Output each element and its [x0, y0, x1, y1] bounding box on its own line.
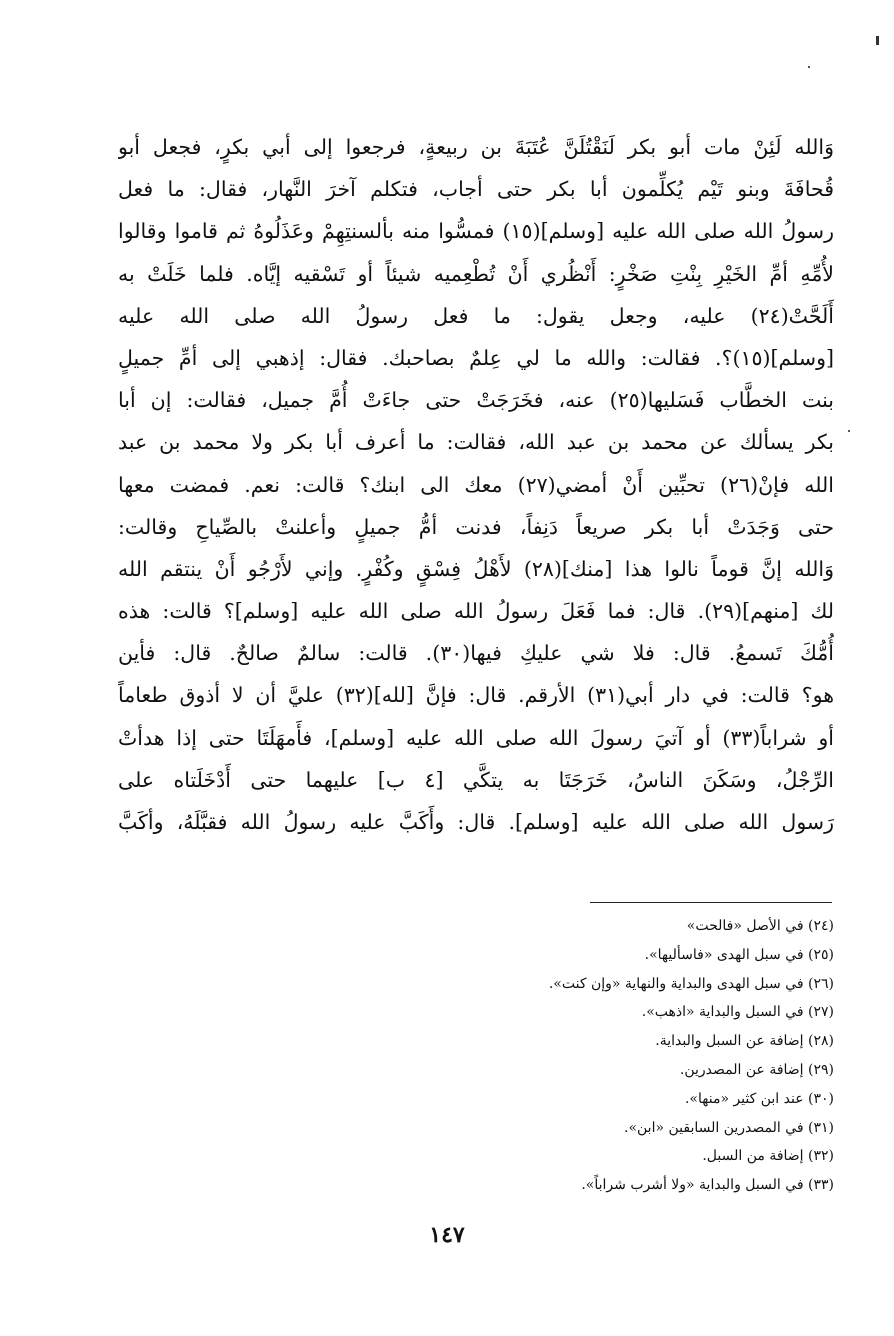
- text-line: بنت الخطَّاب فَسَليها(٢٥) عنه، فخَرَجَتْ حتى جاءَتْ أُمَّ جميل، فقالت: إن أبا: [118, 388, 834, 413]
- scan-speck: [848, 430, 850, 432]
- text-line: وَالله لَئِنْ مات أبو بكر لَنَقْتُلَنَّ عُتَبَةَ بن ربيعةٍ، فرجعوا إلى أبي بكرٍ، فجعل أبو: [118, 135, 834, 159]
- text-line: أو شراباً(٣٣) أو آتيَ رسولَ الله صلى الله عليه [وسلم]، فأَمهَلَتَا حتى إذا هدأتْ: [118, 725, 834, 750]
- footnote: (٣٠) عند ابن كثير «منها».: [684, 1090, 834, 1107]
- text-line: بكر يسألك عن محمد بن عبد الله، فقالت: ما أعرف أبا بكر ولا محمد بن عبد: [118, 430, 834, 455]
- text-line: رَسول الله صلى الله عليه [وسلم]. قال: وأَكَبَّ عليه رسولُ الله فقبَّلَهُ، وأكَبَّ: [118, 810, 834, 834]
- scan-edge-mark: [876, 36, 879, 45]
- text-line: قُحافَةَ وبنو تَيْم يُكلِّمون أبا بكر حتى أجاب، فتكلم آخرَ النَّهار، فقال: ما فعل: [118, 177, 834, 202]
- footnote: (٢٤) في الأصل «فالحت»: [686, 918, 834, 934]
- footnote: (٢٥) في سبل الهدى «فاسأليها».: [644, 946, 834, 963]
- text-line: رسولُ الله صلى الله عليه [وسلم](١٥) فمسُّوا منه بألسنتِهِمْ وعَذَلُوهُ ثم قاموا وقالوا: [118, 219, 834, 244]
- footnote: (٢٧) في السبل والبداية «اذهب».: [641, 1004, 834, 1021]
- text-line: الله فإنْ(٢٦) تحبِّين أَنْ أمضي(٢٧) معك الى ابنك؟ قالت: نعم. فمضت معها: [118, 472, 834, 497]
- footnote-divider: [590, 902, 832, 903]
- footnote: (٣٣) في السبل والبداية «ولا أشرب شراباً».: [581, 1177, 834, 1194]
- text-line: وَالله إنَّ قوماً نالوا هذا [منك](٢٨) لأَهْلُ فِسْقٍ وكُفْرٍ. وإني لأَرْجُو أَنْ ينتقم الله: [118, 556, 834, 581]
- text-line: أَلَحَّتْ(٢٤) عليه، وجعل يقول: ما فعل رسولُ الله صلى الله عليه: [118, 303, 834, 328]
- footnote: (٣١) في المصدرين السابقين «ابن».: [624, 1119, 834, 1136]
- page-number: ١٤٧: [429, 1222, 465, 1248]
- footnote: (٢٦) في سبل الهدى والبداية والنهاية «وإن كنت».: [548, 975, 834, 992]
- footnote: (٢٨) إضافة عن السبل والبداية.: [655, 1033, 834, 1050]
- main-text: [118, 126, 834, 843]
- text-line: حتى وَجَدَتْ أبا بكر صريعاً دَنِفاً، فدنت أمُّ جميلٍ وأعلنتْ بالصِّياحِ وقالت:: [118, 514, 834, 539]
- text-line: أُمُّكَ تَسمعُ. قال: فلا شي عليكِ فيها(٣٠). قالت: سالمٌ صالحٌ. قال: فأين: [118, 641, 834, 666]
- footnotes: [274, 912, 834, 1200]
- text-line: هو؟ قالت: في دار أبي(٣١) الأرقم. قال: فإنَّ [لله](٣٢) عليَّ أن لا أذوق طعاماً: [118, 683, 834, 708]
- scan-speck: [808, 66, 810, 68]
- text-line: [وسلم](١٥)؟. فقالت: والله ما لي عِلمٌ بصاحبك. فقال: إذهبي إلى أمِّ جميلٍ: [118, 345, 834, 370]
- text-line: لأُمِّهِ أمِّ الخَيْرِ بِنْتِ صَخْرٍ: أَنْظُري أَنْ تُطْعِميه شيئاً أو تَسْقيه إيَّاه. فلما خَلَتْ به: [118, 261, 834, 286]
- text-line: الرِّجْلُ، وسَكَنَ الناسُ، خَرَجَتَا به يتكَّي [٤ ب] عليهما حتى أَدْخَلَتاه على: [118, 767, 834, 792]
- footnote: (٣٢) إضافة من السبل.: [702, 1148, 834, 1165]
- footnote: (٢٩) إضافة عن المصدرين.: [679, 1061, 834, 1078]
- text-line: لك [منهم](٢٩). قال: فما فَعَلَ رسولُ الله صلى الله عليه [وسلم]؟ قالت: هذه: [118, 599, 834, 624]
